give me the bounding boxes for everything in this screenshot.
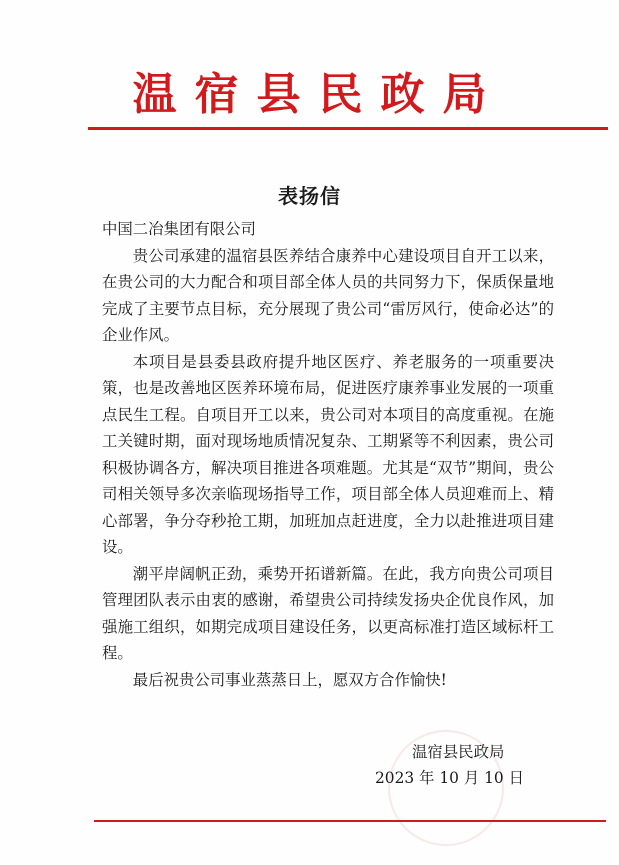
signature-date: 2023 年 10 月 10 日: [375, 769, 524, 787]
letter-body: [102, 216, 554, 693]
footer-divider: [94, 820, 606, 822]
paragraph-4: 最后祝贵公司事业蒸蒸日上，愿双方合作愉快!: [132, 670, 447, 689]
letterhead-title: 温宿县民政局: [132, 69, 505, 120]
paragraph-3: 潮平岸阔帆正劲，乘势开拓谱新篇。在此，我方向贵公司项目管理团队表示由衷的感谢，希望贵公司持续发扬央企优良作风，加强施工组织，如期完成项目建设任务，以更高标准打造区域标杆工程。: [102, 564, 554, 662]
document-title: 表扬信: [278, 184, 341, 208]
paragraph-1: 贵公司承建的温宿县医养结合康养中心建设项目自开工以来，在贵公司的大力配合和项目部全体人员的共同努力下，保质保量地完成了主要节点目标，充分展现了贵公司“雷厉风行，使命必达”的企业作风。: [102, 246, 554, 344]
letterhead-divider: [88, 127, 608, 130]
paragraph-2: 本项目是县委县政府提升地区医疗、养老服务的一项重要决策，也是改善地区医养环境布局，促进医疗康养事业发展的一项重点民生工程。自项目开工以来，贵公司对本项目的高度重视。在施工关键时期，面对现场地质情况复杂、工期紧等不利因素，贵公司积极协调各方，解决项目推进各项难题。尤其是“双节”期间，贵公司相关领导多次亲临现场指导工作，项目部全体人员迎难而上、精心部署，争分夺秒抢工期，加班加点赶进度，全力以赴推进项目建设。: [102, 352, 554, 556]
signature-org: 温宿县民政局: [412, 743, 505, 761]
recipient-line: 中国二冶集团有限公司: [102, 220, 256, 238]
